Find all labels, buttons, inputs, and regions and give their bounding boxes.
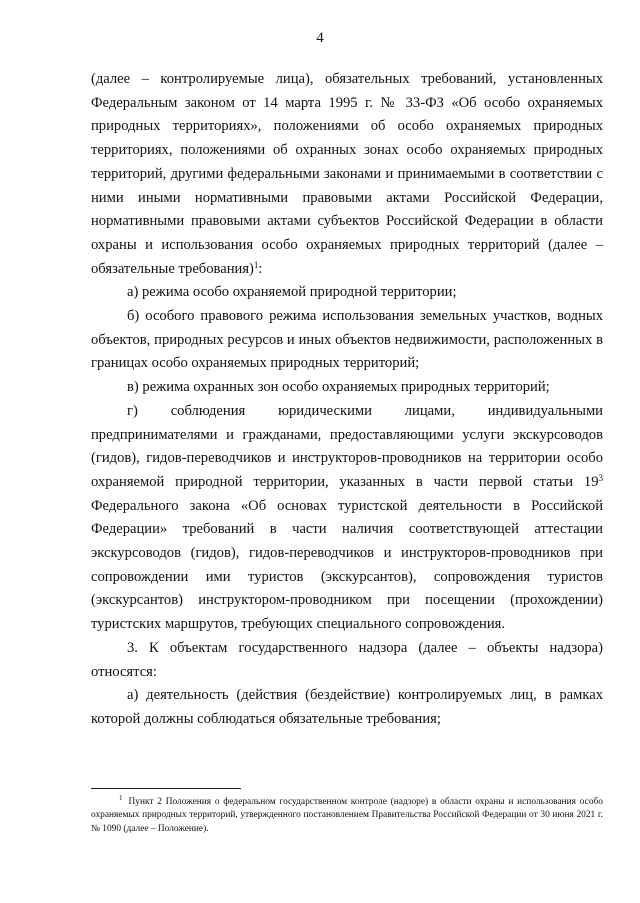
paragraph-controlled-persons [91, 68, 603, 281]
footnote-mark: 1 [119, 794, 123, 802]
footnote-text: Пункт 2 Положения о федеральном государственном контроле (надзоре) в области охраны и использования особо охраняемых природных территорий, утвержденного постановлением Правительства Российской Федерации от 30 июня 2021 г. № 1090 (далее – Положение). [91, 797, 603, 834]
footnote [91, 796, 603, 836]
page-number: 4 [316, 30, 324, 46]
paragraph-section-3: 3. К объектам государственного надзора (далее – объекты надзора) относятся: [91, 639, 603, 680]
paragraph-item-a: а) режима особо охраняемой природной территории; [127, 284, 457, 301]
paragraph-section-3-item-a: а) деятельность (действия (бездействие) контролируемых лиц, в рамках которой должны соблюдаться обязательные требования; [91, 687, 603, 727]
paragraph-text: (далее – контролируемые лица), обязательных требований, установленных Федеральным законом от 14 марта 1995 г. № 33-ФЗ «Об особо охраняемых природных территориях», положениями об особо охраняемых природных территориях, положениями об охранных зонах особо охраняемых природных территорий, другими федеральными законами и принимаемыми в соответствии с ними иными нормативными правовыми актами Российской Федерации, нормативными правовыми актами субъектов Российской Федерации в области охраны и использования особо охраняемых природных территорий (далее – обязательные требования) [91, 71, 603, 277]
paragraph-colon: : [258, 260, 263, 277]
paragraph-text: Федерального закона «Об основах туристской деятельности в Российской Федерации» требований в части наличия соответствующей аттестации экскурсоводов (гидов), гидов-переводчиков и инструкторов-проводников при сопровождении ими туристов (экскурсантов), сопровождения туристов (экскурсантов) инструктором-проводником при посещении (прохождении) туристских маршрутов, требующих специального сопровождения. [91, 497, 603, 633]
paragraph-item-v: в) режима охранных зон особо охраняемых природных территорий; [127, 379, 550, 396]
article-superscript: 3 [598, 472, 603, 483]
paragraph-item-g [91, 400, 603, 637]
paragraph-item-b: б) особого правового режима использования земельных участков, водных объектов, природных ресурсов и иных объектов недвижимости, расположенных в границах особо охраняемых природных территорий; [91, 308, 603, 372]
document-body [91, 68, 603, 732]
footnote-reference: 1 [253, 259, 259, 270]
footnote-divider [91, 788, 241, 789]
paragraph-text: г) соблюдения юридическими лицами, индивидуальными предпринимателями и гражданами, предоставляющими услуги экскурсоводов (гидов), гидов-переводчиков и инструкторов-проводников на территории особо охраняемой природной территории, указанных в части первой статьи 19 [91, 402, 603, 490]
